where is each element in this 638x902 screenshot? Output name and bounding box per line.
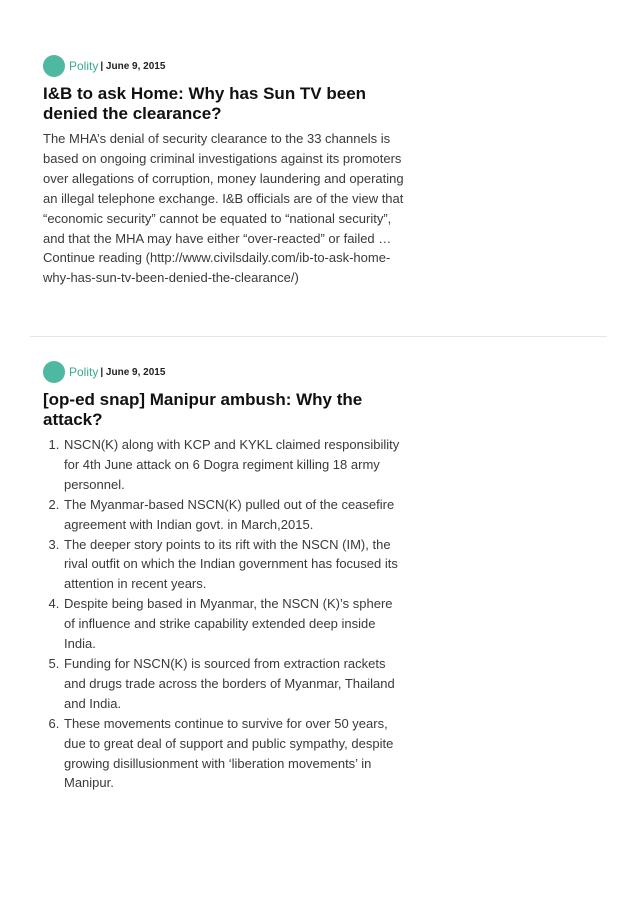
list-item: 3. The deeper story points to its rift with the NSCN (IM), the rival outfit on which the Indian government has focused its attention in recent years.	[63, 535, 403, 595]
author-avatar-icon	[43, 55, 65, 77]
author-avatar-icon	[43, 361, 65, 383]
list-item: 1. NSCN(K) along with KCP and KYKL claimed responsibility for 4th June attack on 6 Dogra regiment killing 18 army personnel.	[63, 435, 403, 495]
post-meta	[43, 361, 413, 383]
list-item: 5. Funding for NSCN(K) is sourced from extraction rackets and drugs trade across the borders of Myanmar, Thailand and India.	[63, 654, 403, 714]
list-item: 6. These movements continue to survive for over 50 years, due to great deal of support and public sympathy, despite growing disillusionment with ‘liberation movements’ in Manipur.	[63, 714, 403, 794]
post-article	[43, 55, 413, 288]
category-link[interactable]: Polity	[69, 59, 99, 73]
category-link[interactable]: Polity	[69, 365, 99, 379]
post-title[interactable]: I&B to ask Home: Why has Sun TV been denied the clearance?	[43, 84, 367, 123]
list-item: 4. Despite being based in Myanmar, the NSCN (K)’s sphere of influence and strike capability extended deep inside India.	[63, 594, 403, 654]
key-points-list	[43, 435, 403, 793]
list-item: 2. The Myanmar-based NSCN(K) pulled out of the ceasefire agreement with Indian govt. in March,2015.	[63, 495, 403, 535]
post-excerpt: The MHA’s denial of security clearance to the 33 channels is based on ongoing criminal investigations against its promoters over allegations of corruption, money laundering and operating an illegal telephone exchange. I&B officials are of the view that “economic security” cannot be equated to “national security”, and that the MHA may have either “over-reacted” or failed … Continue reading (http://www.civilsdaily.com/ib-to-ask-home-why-has-sun-tv-been-denied-the-clearance/)	[43, 131, 404, 286]
post-article	[43, 361, 413, 793]
post-title[interactable]: [op-ed snap] Manipur ambush: Why the attack?	[43, 390, 363, 429]
post-date: | June 9, 2015	[100, 60, 166, 72]
post-divider	[30, 336, 607, 337]
post-meta	[43, 55, 413, 77]
post-date: | June 9, 2015	[100, 366, 166, 378]
